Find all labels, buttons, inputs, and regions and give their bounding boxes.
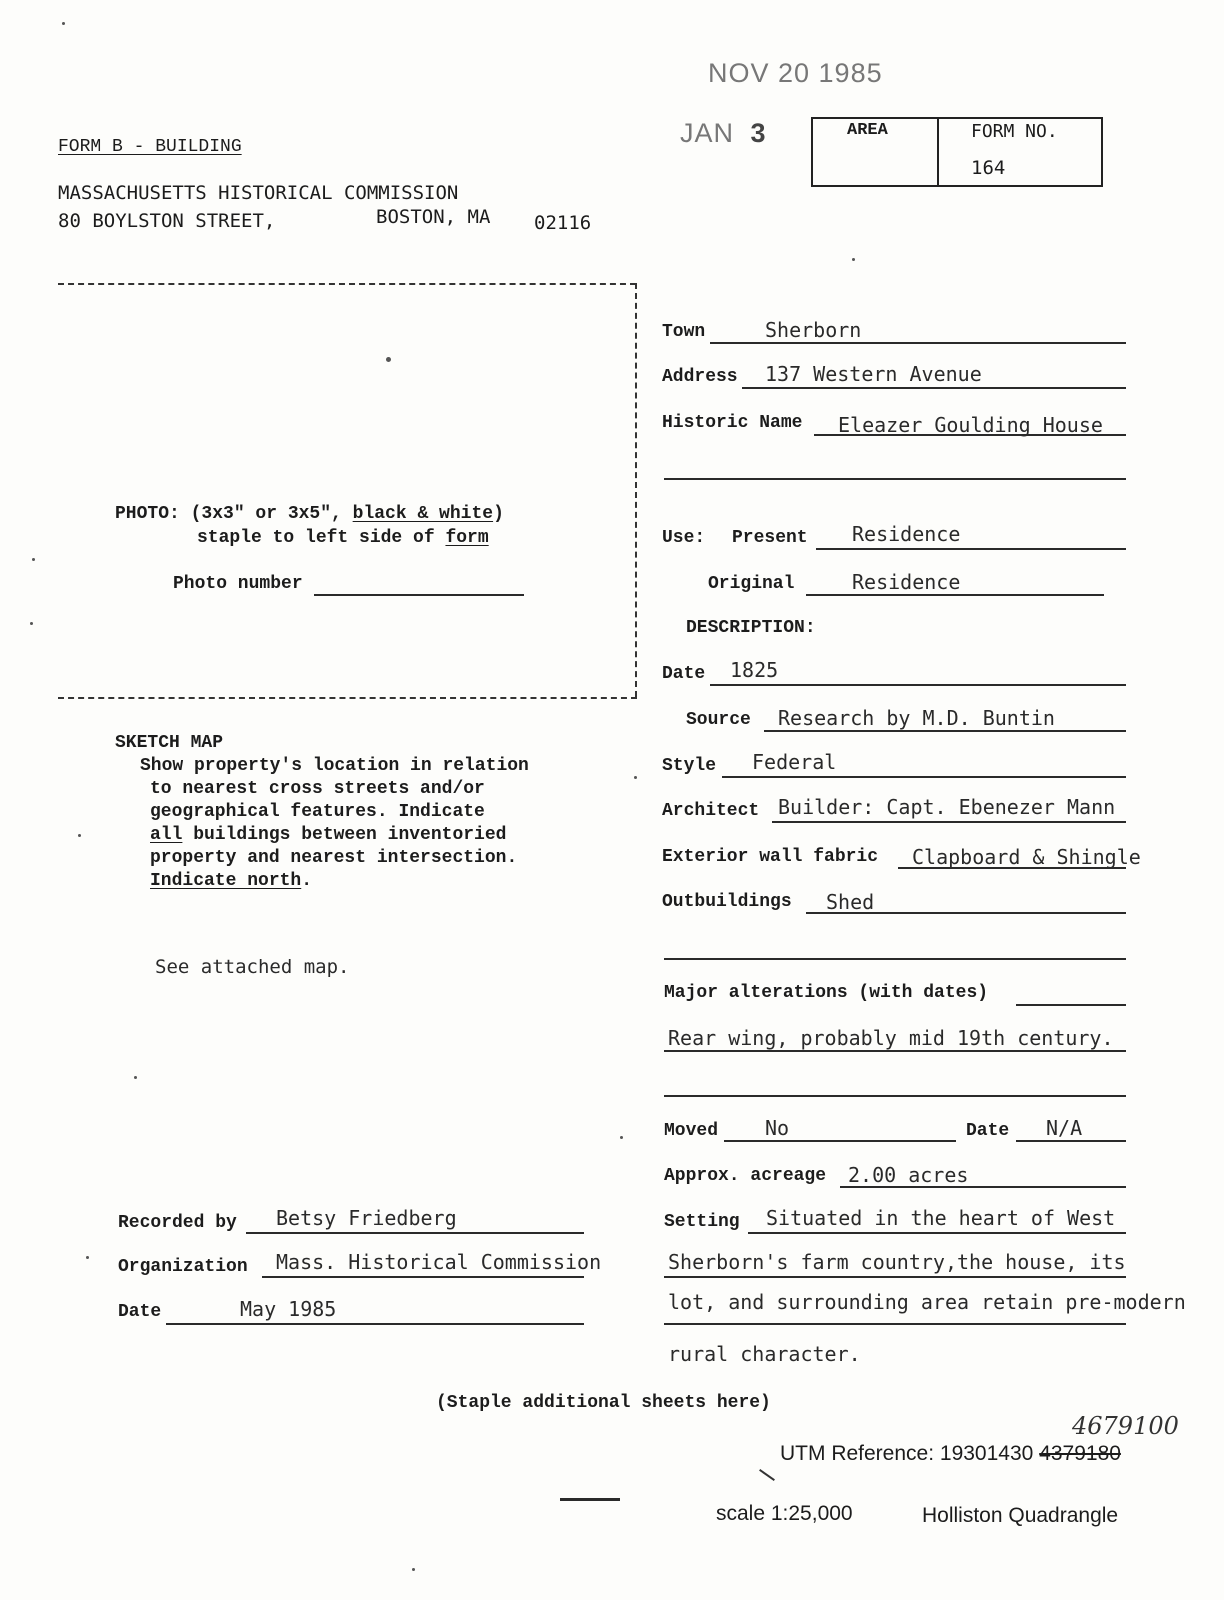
stamp-day: 3	[750, 118, 767, 148]
use-original-value: Residence	[852, 570, 961, 594]
photo-instruction-line2	[197, 528, 489, 548]
outbuildings-value: Shed	[826, 890, 875, 914]
scan-speck	[634, 776, 637, 779]
footer-dash	[560, 1498, 620, 1501]
town-line	[710, 342, 1126, 344]
box-divider	[937, 119, 939, 185]
scan-speck	[386, 357, 391, 362]
architect-label: Architect	[662, 801, 760, 821]
sketch-line6-end: .	[301, 871, 313, 891]
outbuildings-line2	[664, 958, 1126, 960]
photo-box-right	[635, 283, 637, 697]
outbuildings-label: Outbuildings	[662, 892, 792, 912]
scan-speck	[620, 1136, 623, 1139]
address-value: 137 Western Avenue	[765, 362, 982, 386]
setting-underline3	[664, 1323, 1126, 1325]
date-line	[710, 684, 1126, 686]
area-form-box	[811, 117, 1103, 187]
alterations-line3	[664, 1095, 1126, 1097]
exterior-value: Clapboard & Shingle	[912, 845, 1141, 869]
setting-underline1	[748, 1232, 1126, 1234]
use-present-label: Present	[732, 528, 808, 548]
exterior-line	[898, 867, 1126, 869]
town-label: Town	[662, 322, 706, 342]
form-no-label: FORM NO.	[971, 121, 1058, 142]
scan-speck	[86, 1256, 89, 1259]
scan-speck	[852, 258, 855, 261]
historic-name-label: Historic Name	[662, 413, 803, 433]
sketch-all: all	[150, 825, 183, 845]
acreage-label: Approx. acreage	[664, 1166, 827, 1186]
scan-speck	[30, 622, 33, 625]
pen-mark	[759, 1469, 775, 1481]
use-present-value: Residence	[852, 522, 961, 546]
organization-value: Mass. Historical Commission	[276, 1250, 602, 1274]
source-line	[764, 730, 1126, 732]
recorded-by-label: Recorded by	[118, 1213, 237, 1233]
setting-label: Setting	[664, 1212, 740, 1232]
utm-handwritten-correction: 4679100	[1072, 1412, 1179, 1440]
scan-speck	[412, 1568, 415, 1571]
recorded-by-line	[246, 1232, 584, 1234]
moved-date-label: Date	[966, 1121, 1010, 1141]
scan-speck	[78, 834, 81, 837]
sketch-indicate-north: Indicate north	[150, 871, 302, 891]
photo-number-label: Photo number	[173, 574, 303, 594]
style-label: Style	[662, 756, 717, 776]
setting-line3: lot, and surrounding area retain pre-modern	[668, 1290, 1186, 1314]
setting-line4: rural character.	[668, 1342, 861, 1366]
photo-instr-c: )	[493, 504, 504, 524]
exterior-label: Exterior wall fabric	[662, 847, 879, 867]
outbuildings-line	[806, 912, 1126, 914]
commission-street: 80 BOYLSTON STREET,	[58, 210, 276, 232]
town-value: Sherborn	[765, 318, 862, 342]
scan-speck	[32, 558, 35, 561]
photo-box-top	[58, 283, 636, 285]
photo-instr-bw: black & white	[352, 504, 494, 524]
sketch-line4	[150, 825, 506, 845]
historic-name-line	[814, 434, 1126, 436]
date-value: 1825	[730, 658, 779, 682]
style-line	[722, 776, 1126, 778]
received-stamp-nov: NOV 20 1985	[708, 58, 883, 88]
moved-date-line	[1016, 1140, 1126, 1142]
moved-label: Moved	[664, 1121, 719, 1141]
moved-value: No	[765, 1116, 790, 1140]
date-label: Date	[662, 664, 706, 684]
photo-box-bottom	[58, 697, 637, 699]
map-scale: scale 1:25,000	[716, 1502, 853, 1525]
use-original-line	[806, 594, 1104, 596]
setting-underline2	[664, 1276, 1126, 1278]
stamp-month: JAN	[680, 118, 735, 148]
sketch-note: See attached map.	[155, 956, 350, 978]
historic-name-value: Eleazer Goulding House	[838, 413, 1103, 437]
alterations-value: Rear wing, probably mid 19th century.	[668, 1026, 1114, 1050]
use-original-label: Original	[708, 574, 795, 594]
form-no-value: 164	[971, 157, 1006, 179]
use-label: Use:	[662, 528, 706, 548]
sketch-line4-rest: buildings between inventoried	[182, 825, 507, 845]
style-value: Federal	[752, 750, 837, 774]
photo-number-line	[314, 594, 524, 596]
sketch-map-heading: SKETCH MAP	[115, 733, 224, 753]
photo-instr2-form: form	[445, 528, 489, 548]
organization-label: Organization	[118, 1257, 248, 1277]
photo-instr-a: PHOTO: (3x3" or 3x5",	[115, 504, 353, 524]
utm-struck-value: 4379180	[1039, 1442, 1121, 1465]
sketch-line1: Show property's location in relation	[140, 756, 529, 776]
use-present-line	[816, 548, 1126, 550]
setting-line1: Situated in the heart of West	[766, 1206, 1116, 1230]
area-label: AREA	[847, 121, 888, 140]
commission-name: MASSACHUSETTS HISTORICAL COMMISSION	[58, 182, 459, 204]
commission-city: BOSTON, MA	[376, 206, 491, 228]
description-label: DESCRIPTION:	[686, 618, 816, 638]
utm-label: UTM Reference:	[780, 1442, 935, 1465]
acreage-line	[840, 1186, 1126, 1188]
staple-note: (Staple additional sheets here)	[436, 1393, 771, 1413]
commission-zip: 02116	[534, 212, 592, 234]
scan-speck	[134, 1076, 137, 1079]
utm-reference	[780, 1442, 1121, 1466]
sketch-line3: geographical features. Indicate	[150, 802, 485, 822]
quadrangle-name: Holliston Quadrangle	[922, 1504, 1119, 1527]
moved-date-value: N/A	[1046, 1116, 1083, 1140]
recorder-date-label: Date	[118, 1302, 162, 1322]
recorder-date-value: May 1985	[240, 1297, 337, 1321]
sketch-line6	[150, 871, 312, 891]
source-value: Research by M.D. Buntin	[778, 706, 1055, 730]
alterations-line2	[664, 1050, 1126, 1052]
photo-instruction-line1	[115, 504, 504, 524]
organization-line	[262, 1276, 584, 1278]
received-stamp-jan	[680, 118, 767, 149]
sketch-line2: to nearest cross streets and/or	[150, 779, 485, 799]
acreage-value: 2.00 acres	[848, 1163, 969, 1187]
sketch-line5: property and nearest intersection.	[150, 848, 518, 868]
recorder-date-line	[166, 1323, 584, 1325]
source-label: Source	[686, 710, 751, 730]
architect-value: Builder: Capt. Ebenezer Mann	[778, 795, 1116, 819]
form-title: FORM B - BUILDING	[58, 137, 242, 157]
alterations-label: Major alterations (with dates)	[664, 983, 989, 1003]
moved-line	[724, 1140, 956, 1142]
recorded-by-value: Betsy Friedberg	[276, 1206, 457, 1230]
address-line	[742, 387, 1126, 389]
scan-speck	[62, 22, 65, 25]
alterations-line	[1016, 1004, 1126, 1006]
historic-name-line2	[664, 478, 1126, 480]
setting-line2: Sherborn's farm country,the house, its	[668, 1250, 1126, 1274]
architect-line	[772, 821, 1126, 823]
photo-instr2-a: staple to left side of	[197, 528, 446, 548]
address-label: Address	[662, 367, 738, 387]
utm-east: 19301430	[939, 1442, 1034, 1465]
